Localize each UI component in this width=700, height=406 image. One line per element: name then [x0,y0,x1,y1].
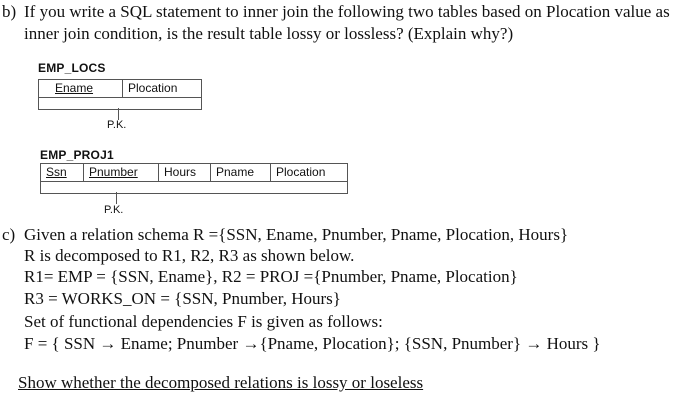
emp-locs-pk-label: P.K. [107,119,127,131]
emp-locs-column-ename: Ename [39,80,123,97]
emp-proj1-pk-marker [116,192,117,204]
question-b-label: b) [2,2,17,21]
emp-proj1-column-pname: Pname [211,164,271,181]
emp-proj1-column-hours: Hours [159,164,211,181]
question-c-text-line-6: F = { SSN → Ename; Pnumber →{Pname, Plocation}; {SSN, Pnumber} → Hours } [24,334,601,353]
emp-locs-table-name: EMP_LOCS [38,61,106,75]
emp-locs-schema [38,79,202,110]
emp-proj1-table-name: EMP_PROJ1 [40,148,114,162]
question-c-text-line-2: R is decomposed to R1, R2, R3 as shown below. [24,246,355,265]
emp-proj1-pk-label: P.K. [104,204,124,216]
emp-proj1-column-plocation: Plocation [276,165,326,179]
emp-locs-column-plocation: Plocation [128,81,178,95]
emp-proj1-schema [40,163,348,194]
question-b-text-line-1: If you write a SQL statement to inner join the following two tables based on Plocation value as [24,2,670,21]
question-c-label: c) [2,225,16,244]
emp-proj1-column-pnumber: Pnumber [84,164,159,181]
question-c-text-line-3: R1= EMP = {SSN, Ename}, R2 = PROJ ={Pnumber, Pname, Plocation} [24,267,518,286]
question-c-task: Show whether the decomposed relations is lossy or loseless [18,373,424,392]
question-c-text-line-5: Set of functional dependencies F is given as follows: [24,312,383,331]
emp-proj1-column-ssn: Ssn [41,164,84,181]
question-c-text-line-1: Given a relation schema R ={SSN, Ename, Pnumber, Pname, Plocation, Hours} [24,225,569,244]
question-b-text-line-2: inner join condition, is the result table lossy or lossless? (Explain why?) [24,24,514,43]
question-c-text-line-4: R3 = WORKS_ON = {SSN, Pnumber, Hours} [24,289,341,308]
